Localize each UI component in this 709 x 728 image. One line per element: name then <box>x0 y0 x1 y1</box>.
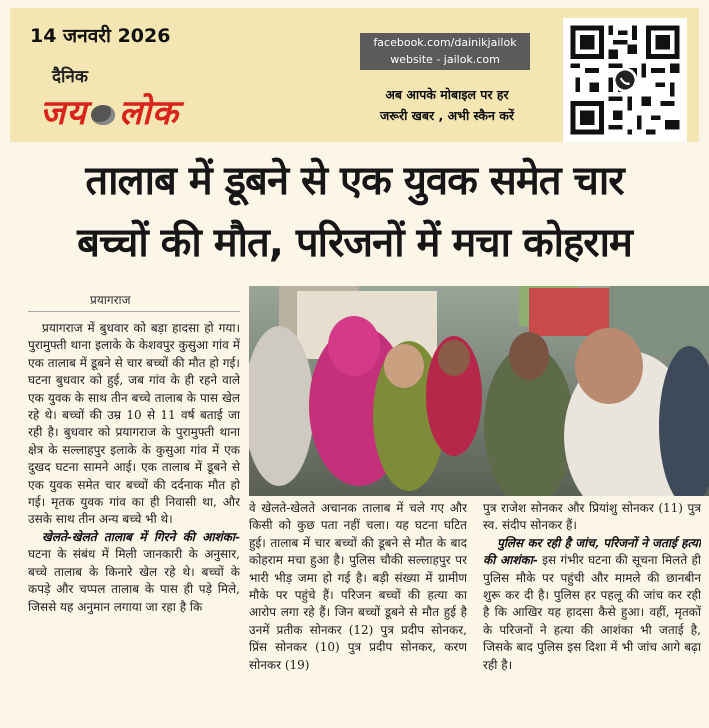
dateline: प्रयागराज <box>90 293 131 307</box>
column-1-paragraph-1: प्रयागराज में बुधवार को बड़ा हादसा हो गया। पुरामुफ्ती थाना इलाके के केशवपुर कुसुआ गांव में एक तालाब में डूबने से चार बच्चों की मौत हो गई। घटना बुधवार को हुई, जब गांव के ही रहने वाले एक युवक के साथ तीन बच्चे तालाब के पास खेल रहे थे। बच्चों की उम्र 10 से 11 वर्ष बताई जा रही है। बुधवार को प्रयागराज के पुरामुफ्ती थाना क्षेत्र के सल्लाहपुर इलाके के कुसुआ गांव में एक दुखद घटना सामने आई। एक तालाब में डूबने से एक युवक समेत चार बच्चों की दर्दनाक मौत हो गई। मृतक युवक गांव का ही निवासी था, और उसके साथ तीन अन्य बच्चे भी थे। <box>28 321 240 527</box>
article-column-3 <box>483 500 701 720</box>
brand-part1: जय <box>40 93 87 133</box>
column-1-paragraph-2-text: घटना के संबंध में मिली जानकारी के अनुसार, बच्चे तालाब के किनारे खेल रहे थे। बच्चों के कपड़े और चप्पल तालाब के पास ही पड़े मिले, जिससे यह अनुमान लगाया जा रहा है कि <box>28 547 240 614</box>
column-3-text-2: इस गंभीर घटना की सूचना मिलते ही पुलिस मौके पर पहुंची और मामले की छानबीन शुरू कर दी है। पुलिस हर पहलू की जांच कर रही है कि आखिर यह हादसा कैसे हुआ। वहीं, मृतकों के परिजनों ने हत्या की आशंका भी जताई है, जिसके बाद पुलिस इस दिशा में भी जांच आगे बढ़ा रही है। <box>483 553 701 672</box>
column-3-text-1: पुत्र राजेश सोनकर और प्रियांशु सोनकर (11) पुत्र स्व. संदीप सोनकर हैं। <box>483 501 701 533</box>
brand-part2: लोक <box>118 93 179 133</box>
headline-line-2: बच्चों की मौत, परिजनों में मचा कोहराम <box>77 220 632 266</box>
news-photo <box>249 286 709 496</box>
social-box <box>360 33 530 70</box>
article-column-1 <box>28 320 240 720</box>
tagline-line-1: अब आपके मोबाइल पर हर <box>385 87 509 102</box>
brand-prefix: दैनिक <box>52 67 88 87</box>
article-column-2 <box>249 500 467 720</box>
column-2-text: वे खेलते-खेलते अचानक तालाब में चले गए और किसी को कुछ पता नहीं चला। यह घटना घटित हुई। तालाब में चार बच्चों की डूबने से मौत के बाद कोहराम मचा हुआ है। पुलिस चौकी सल्लाहपुर पर भारी भीड़ जमा हो गई है। बड़ी संख्या में ग्रामीण मौके पर पहुंचे हैं। परिजन बच्चों की हत्या का आरोप लगा रहे हैं। जिन बच्चों डूबने से मौत हुई है उनमें प्रतीक सोनकर (12) पुत्र प्रदीप सोनकर, प्रिंस सोनकर (10) पुत्र प्रदीप सोनकर, करण सोनकर (19) <box>249 501 467 672</box>
subhead-playing: खेलते-खेलते तालाब में गिरने की आशंका- <box>42 529 240 544</box>
dateline-rule <box>28 311 240 312</box>
headline <box>0 150 709 274</box>
globe-icon <box>91 105 115 125</box>
headline-line-1: तालाब में डूबने से एक युवक समेत चार <box>85 158 624 204</box>
scan-tagline <box>355 84 539 126</box>
website-link[interactable]: website - jailok.com <box>390 53 500 66</box>
column-3-paragraph-2 <box>483 535 701 674</box>
subhead-police: पुलिस कर रही है जांच, परिजनों ने जताई हत्या की आशंका- <box>483 535 701 568</box>
issue-date: 14 जनवरी 2026 <box>30 25 171 47</box>
column-1-paragraph-2 <box>28 529 240 616</box>
qr-code-icon[interactable] <box>563 18 687 142</box>
tagline-line-2: जरूरी खबर , अभी स्कैन करें <box>379 108 514 123</box>
facebook-link[interactable]: facebook.com/dainikjailok <box>373 36 517 49</box>
brand-logo <box>40 88 179 134</box>
